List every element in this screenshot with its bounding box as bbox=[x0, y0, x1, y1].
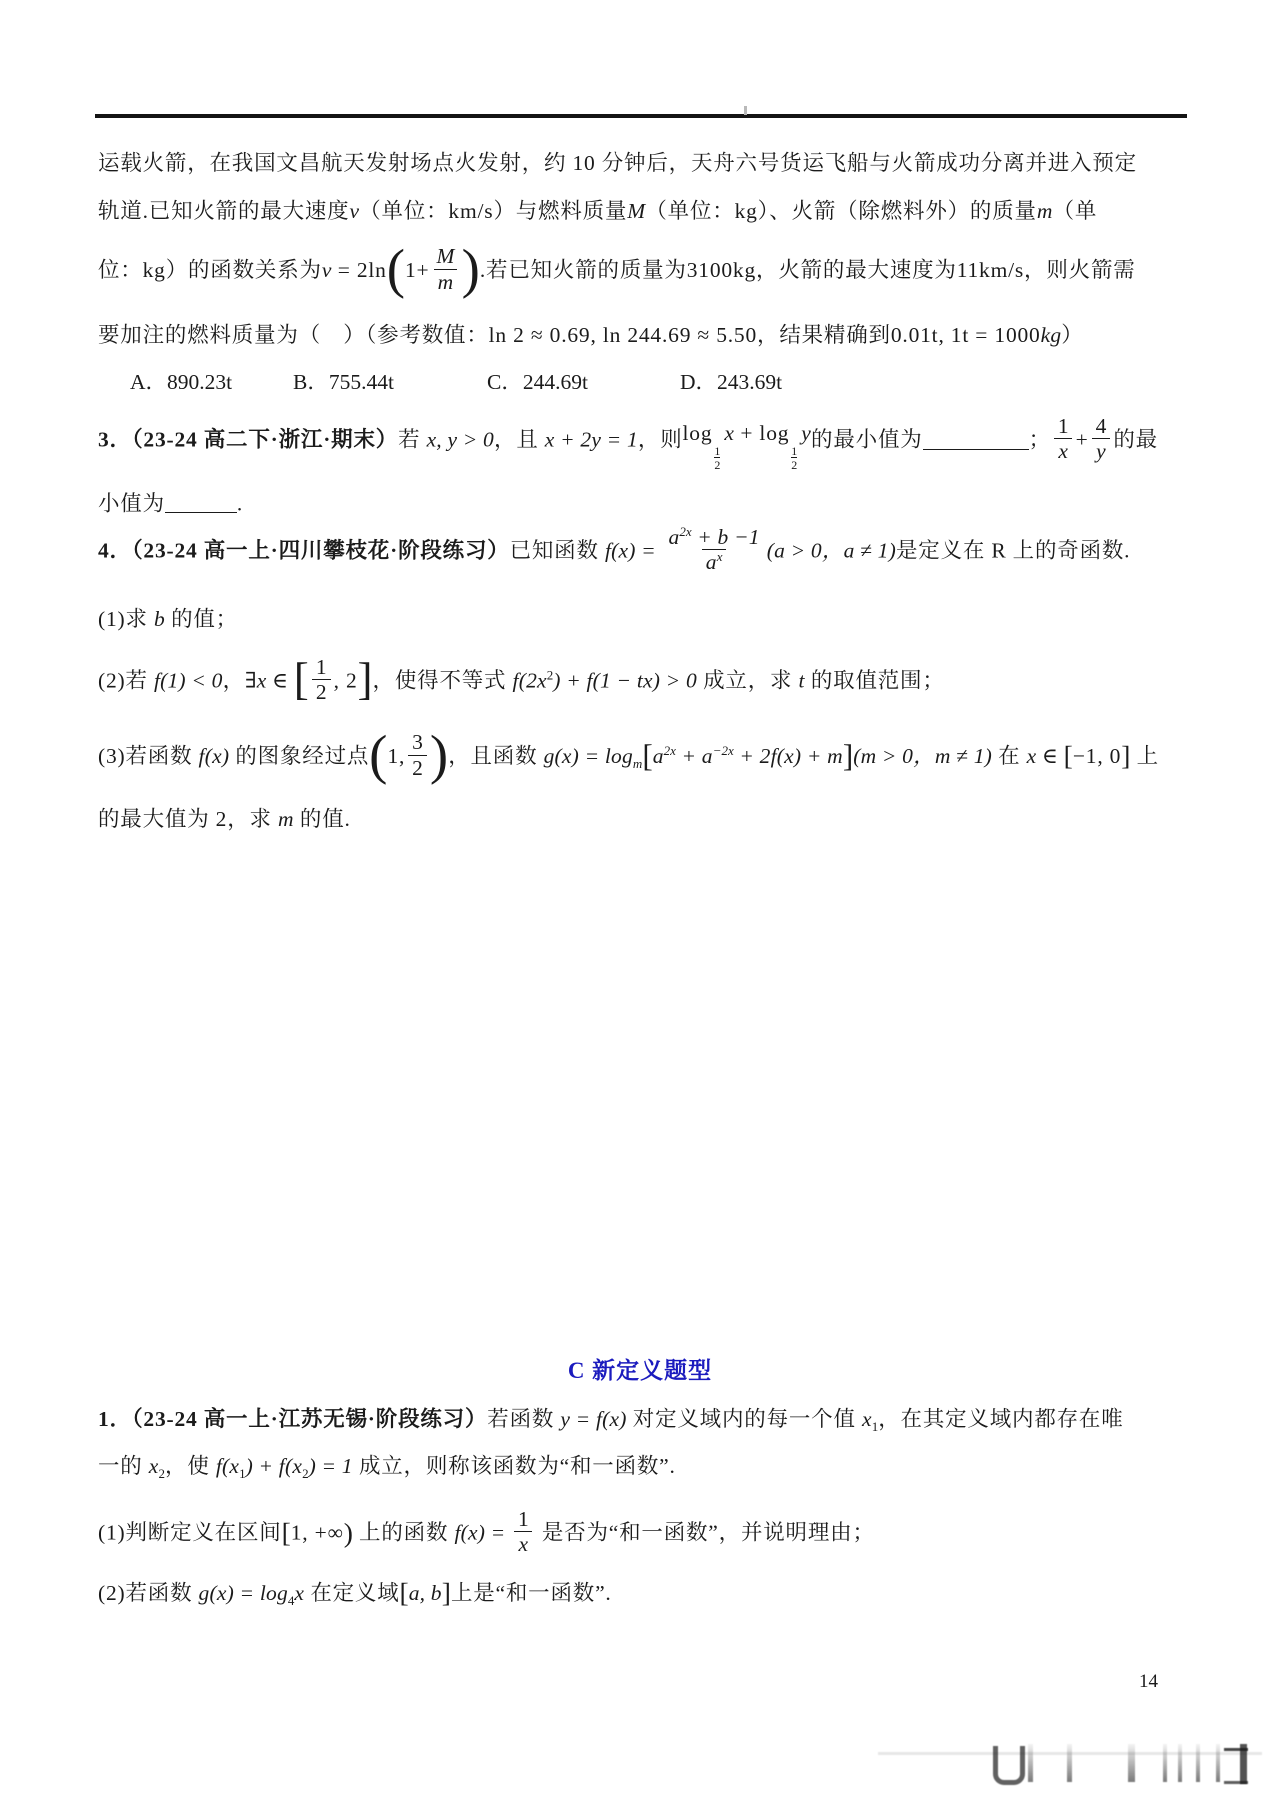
math-subscript: 2 bbox=[158, 1466, 166, 1481]
math-var: v bbox=[321, 257, 332, 282]
section-title: C 新定义题型 bbox=[567, 1358, 713, 1383]
text-run: 成立，求 bbox=[696, 668, 799, 693]
scan-artifact bbox=[1216, 1744, 1220, 1782]
option-value: 890.23t bbox=[167, 370, 233, 394]
fraction-numerator: 3 bbox=[412, 730, 423, 755]
text-run: 上的函数 bbox=[352, 1520, 455, 1545]
fraction-denominator: 2 bbox=[791, 457, 798, 472]
text-run: ， bbox=[222, 668, 245, 693]
math-var: t bbox=[798, 668, 805, 693]
text-run: ，使 bbox=[165, 1454, 216, 1478]
q3-line-2 bbox=[98, 490, 243, 517]
open-paren: ( bbox=[369, 724, 388, 785]
math-superscript: x bbox=[716, 549, 723, 565]
math-run: 1+ bbox=[404, 257, 430, 282]
math-var: x bbox=[148, 1454, 159, 1478]
scan-artifact bbox=[744, 106, 747, 115]
option-value: 755.44t bbox=[328, 370, 394, 394]
math-subscript: 2 bbox=[302, 1466, 309, 1481]
math-superscript: 2x bbox=[679, 524, 692, 539]
math-var: m bbox=[1036, 199, 1053, 223]
math-run: + a bbox=[675, 743, 713, 768]
q4-part-2 bbox=[98, 654, 945, 707]
scan-artifact bbox=[1028, 1744, 1033, 1782]
section-heading bbox=[0, 1352, 1280, 1385]
text-run: ，则 bbox=[637, 427, 683, 452]
scan-artifact bbox=[1163, 1744, 1167, 1782]
open-bracket: [ bbox=[1063, 739, 1073, 771]
close-paren: ) bbox=[461, 238, 480, 299]
text-run: 是定义在 R 上的奇函数. bbox=[895, 538, 1131, 563]
fraction-numerator: 1 bbox=[791, 443, 798, 458]
text-run: ，使得不等式 bbox=[372, 668, 513, 693]
option-value: 243.69t bbox=[717, 370, 783, 394]
math-var: x bbox=[724, 420, 735, 445]
text-run: 上 bbox=[1130, 743, 1159, 768]
open-bracket: [ bbox=[293, 654, 309, 705]
q4-part-3 bbox=[98, 724, 1159, 785]
text-run: 上是“和一函数”. bbox=[450, 1581, 612, 1605]
fraction-denominator bbox=[702, 549, 727, 574]
scan-artifact bbox=[1128, 1744, 1135, 1782]
math-run: ) + f(1 − tx) > 0 bbox=[553, 668, 697, 693]
scan-artifact bbox=[1224, 1748, 1248, 1751]
text-run: 是否为“和一函数”，并说明理由； bbox=[535, 1520, 875, 1545]
fraction-numerator: 4 bbox=[1095, 414, 1107, 438]
option-a bbox=[130, 365, 232, 396]
math-run: f(1) < 0 bbox=[153, 668, 223, 693]
text-run: 若 bbox=[398, 427, 427, 452]
text-run: 的最 bbox=[1113, 427, 1158, 452]
text-run: ，且函数 bbox=[448, 743, 544, 768]
option-label: A． bbox=[130, 370, 168, 394]
close-bracket: ] bbox=[1121, 739, 1131, 771]
fraction-numerator bbox=[664, 525, 763, 549]
q3-line-1 bbox=[98, 414, 1158, 478]
text-run: (2)若函数 bbox=[98, 1581, 199, 1605]
math-run: y = f(x) bbox=[560, 1407, 627, 1431]
math-superscript: 2x bbox=[663, 742, 676, 758]
math-fraction bbox=[1054, 414, 1073, 463]
math-run: x + 2y = 1 bbox=[544, 427, 638, 452]
text-run: 的取值范围； bbox=[804, 668, 945, 693]
text-run: ，且 bbox=[494, 427, 545, 452]
math-run: ) + f(x bbox=[245, 1454, 303, 1478]
text-run: 在定义域 bbox=[304, 1581, 400, 1605]
log-base-half bbox=[714, 445, 720, 471]
math-fraction bbox=[1092, 414, 1111, 463]
text-run: 若函数 bbox=[487, 1407, 561, 1431]
text-run: . bbox=[236, 491, 244, 516]
q2-paragraph-line-3 bbox=[98, 238, 1136, 299]
text-run: (1)求 bbox=[98, 607, 154, 631]
open-bracket: [ bbox=[642, 738, 653, 774]
text-run: ； bbox=[1028, 427, 1051, 452]
math-run: 1, bbox=[387, 743, 406, 768]
fraction-denominator: x bbox=[1054, 438, 1072, 463]
q2-paragraph-line-4 bbox=[98, 322, 1084, 349]
math-run: ∃x ∈ bbox=[244, 668, 294, 693]
option-value: 244.69t bbox=[522, 370, 588, 394]
math-run: −1, 0 bbox=[1072, 743, 1122, 768]
math-subscript: 1 bbox=[239, 1466, 246, 1481]
option-label: B． bbox=[293, 370, 329, 394]
math-run: ln 2 ≈ 0.69, ln 244.69 ≈ 5.50 bbox=[488, 323, 758, 347]
text-run: 在 bbox=[992, 743, 1027, 768]
open-bracket: [ bbox=[399, 1577, 409, 1608]
c1-part-2 bbox=[98, 1577, 612, 1609]
answer-blank bbox=[165, 493, 237, 513]
text-run: （单 bbox=[1052, 199, 1098, 223]
math-run: + 2f(x) + m bbox=[733, 743, 843, 768]
math-run: f(x bbox=[215, 1454, 240, 1478]
math-var: v bbox=[349, 199, 360, 223]
math-var: y bbox=[801, 420, 812, 445]
q4-part-1 bbox=[98, 606, 238, 633]
question-head: 3．（23-24 高二下·浙江·期末） bbox=[98, 427, 399, 452]
log-token: log bbox=[682, 420, 713, 445]
math-run: f(x) bbox=[198, 743, 230, 768]
math-run: f(x) = bbox=[454, 1520, 511, 1545]
math-var: kg bbox=[1040, 323, 1062, 347]
scan-artifact bbox=[1224, 1781, 1248, 1784]
math-run: x ∈ bbox=[1026, 743, 1064, 768]
fraction-numerator: 1 bbox=[315, 655, 327, 679]
text-run: 小值为 bbox=[98, 491, 165, 516]
page-number-value: 14 bbox=[1139, 1671, 1158, 1692]
c1-line-2 bbox=[98, 1453, 676, 1482]
math-run: f(x) = bbox=[604, 538, 662, 563]
header-rule bbox=[95, 114, 1187, 118]
math-run: x, y > 0 bbox=[426, 427, 495, 452]
c1-line-1 bbox=[98, 1406, 1124, 1435]
close-bracket: ] bbox=[441, 1577, 451, 1608]
text-run: 运载火箭，在我国文昌航天发射场点火发射，约 10 分钟后，天舟六号货运飞船与火箭成功分离并进入预定 bbox=[98, 151, 1137, 175]
math-var: M bbox=[627, 199, 646, 223]
math-run: + b −1 bbox=[691, 525, 760, 549]
fraction-denominator: 2 bbox=[714, 457, 721, 472]
math-var: m bbox=[278, 807, 294, 831]
text-run: 的图象经过点 bbox=[229, 743, 370, 768]
math-fraction bbox=[514, 1507, 533, 1556]
answer-blank bbox=[923, 429, 1029, 449]
log-base-half bbox=[791, 445, 797, 471]
math-run: (m > 0，m ≠ 1) bbox=[853, 743, 992, 768]
question-head: 1．（23-24 高一上·江苏无锡·阶段练习） bbox=[98, 1407, 488, 1431]
option-d bbox=[680, 365, 782, 396]
fraction-numerator: 1 bbox=[1057, 414, 1069, 438]
open-paren: ( bbox=[386, 238, 405, 299]
math-run: 0.01t, 1t = 1000 bbox=[890, 323, 1041, 347]
math-run: a, b bbox=[408, 1581, 442, 1605]
text-run: 的最小值为 bbox=[811, 427, 923, 452]
close-paren: ) bbox=[429, 724, 449, 785]
math-run: + bbox=[1075, 427, 1089, 452]
page-number bbox=[1139, 1671, 1158, 1693]
question-head: 4．（23-24 高一上·四川攀枝花·阶段练习） bbox=[98, 538, 510, 563]
open-bracket: [ bbox=[281, 1516, 291, 1548]
math-run: + bbox=[734, 420, 760, 445]
text-run: （单位：km/s）与燃料质量 bbox=[359, 199, 628, 223]
math-var: a bbox=[705, 550, 717, 575]
fraction-numerator: 1 bbox=[517, 1507, 529, 1531]
option-label: D． bbox=[680, 370, 718, 394]
text-run: 要加注的燃料质量为（ ）（参考数值： bbox=[98, 323, 489, 347]
q4-line-1 bbox=[98, 524, 1131, 577]
math-var: a bbox=[668, 525, 680, 549]
fraction-numerator: M bbox=[436, 244, 455, 269]
log-base: 4 bbox=[287, 1593, 295, 1608]
log-base: m bbox=[632, 755, 643, 771]
log-token: log bbox=[759, 420, 790, 445]
fraction-numerator: 1 bbox=[714, 443, 721, 458]
text-run: ） bbox=[1061, 323, 1084, 347]
math-var: x bbox=[294, 1581, 305, 1605]
math-run: (a > 0，a ≠ 1) bbox=[766, 538, 896, 563]
text-run: 已知函数 bbox=[509, 538, 605, 563]
math-run: g(x) = log bbox=[543, 743, 633, 768]
option-c bbox=[487, 365, 588, 396]
scan-artifact bbox=[1067, 1744, 1072, 1782]
close-bracket: ] bbox=[842, 738, 854, 774]
text-run: 的值. bbox=[293, 807, 351, 831]
text-run: ，在其定义域内都存在唯 bbox=[878, 1407, 1124, 1431]
text-run: 的最大值为 2，求 bbox=[98, 807, 279, 831]
math-run: 1, +∞ bbox=[290, 1520, 344, 1545]
math-fraction bbox=[408, 730, 427, 779]
math-run: , 2 bbox=[333, 668, 358, 693]
fraction-denominator: 2 bbox=[408, 755, 427, 780]
text-run: ，结果精确到 bbox=[757, 323, 891, 347]
text-run: 的值； bbox=[164, 607, 238, 631]
fraction-denominator: 2 bbox=[312, 679, 331, 704]
scan-artifact bbox=[993, 1746, 1025, 1785]
q2-paragraph-line-2 bbox=[98, 198, 1097, 225]
close-bracket: ] bbox=[357, 654, 373, 705]
c1-part-1 bbox=[98, 1507, 875, 1559]
text-run: 对定义域内的每一个值 bbox=[626, 1407, 862, 1431]
text-run: 轨道.已知火箭的最大速度 bbox=[98, 199, 350, 223]
math-fraction bbox=[312, 655, 331, 704]
math-fraction bbox=[664, 525, 763, 574]
text-run: 一的 bbox=[98, 1454, 149, 1478]
math-fraction bbox=[432, 244, 458, 293]
q2-paragraph-line-1 bbox=[98, 150, 1137, 177]
text-run: （单位：kg）、火箭（除燃料外）的质量 bbox=[645, 199, 1037, 223]
fraction-denominator: y bbox=[1092, 438, 1110, 463]
fraction-denominator: x bbox=[514, 1531, 532, 1556]
math-var: x bbox=[861, 1407, 872, 1431]
option-b bbox=[293, 365, 394, 396]
math-run: g(x) = log bbox=[198, 1581, 288, 1605]
option-label: C． bbox=[487, 370, 523, 394]
math-run: f(2x bbox=[512, 668, 547, 693]
close-paren: ) bbox=[343, 1516, 353, 1548]
scan-artifact bbox=[1196, 1744, 1200, 1782]
math-subscript: 1 bbox=[871, 1419, 879, 1434]
text-run: .若已知火箭的质量为3100kg，火箭的最大速度为11km/s，则火箭需 bbox=[479, 257, 1136, 282]
text-run: 成立，则称该函数为“和一函数”. bbox=[352, 1454, 676, 1478]
text-run: (2)若 bbox=[98, 668, 154, 693]
math-superscript: −2x bbox=[712, 742, 734, 758]
scan-artifact bbox=[1178, 1744, 1182, 1782]
math-run: ) = 1 bbox=[308, 1454, 353, 1478]
math-var: a bbox=[652, 743, 664, 768]
text-run: (3)若函数 bbox=[98, 743, 199, 768]
log-expression bbox=[683, 420, 812, 471]
answer-options-row bbox=[130, 365, 950, 395]
math-var: b bbox=[153, 607, 165, 631]
text-run: (1)判断定义在区间 bbox=[98, 1520, 282, 1545]
q4-part-3-line-2 bbox=[98, 806, 351, 833]
math-superscript: 2 bbox=[546, 667, 554, 683]
math-run: = 2ln bbox=[331, 257, 387, 282]
text-run: 位：kg）的函数关系为 bbox=[98, 257, 322, 282]
fraction-denominator: m bbox=[434, 269, 458, 294]
